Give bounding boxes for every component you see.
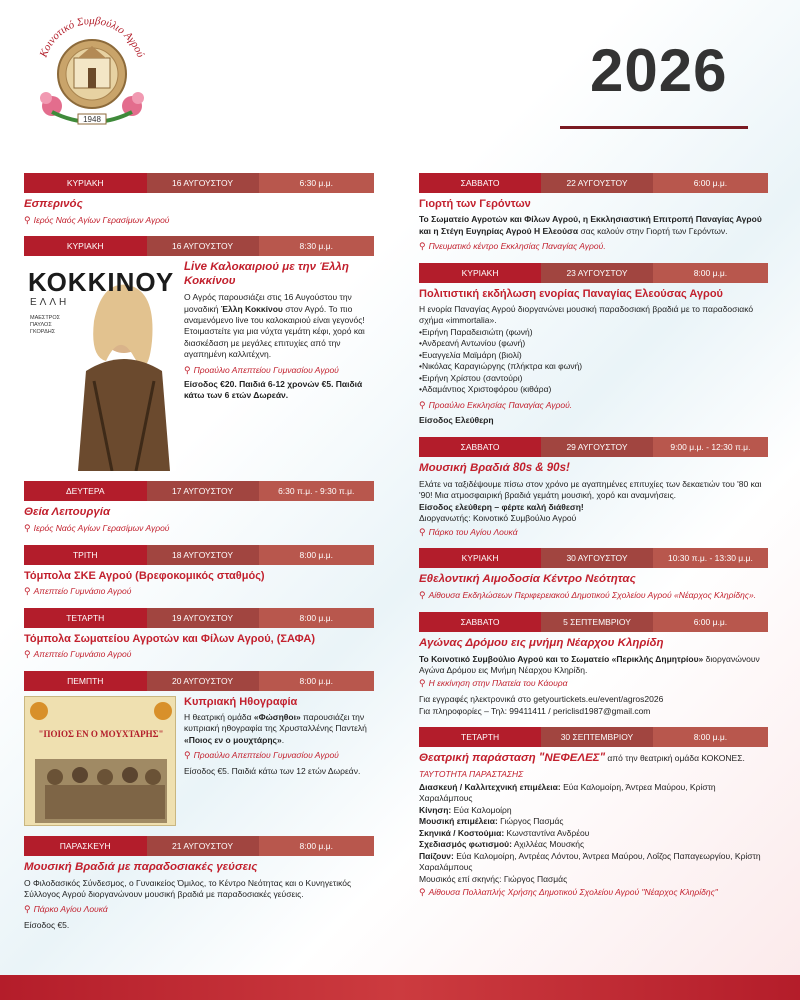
event-location: ⚲ Προαύλιο Απεπτείου Γυμνασίου Αγρού [184,364,339,375]
credit-line: Μουσική επιμέλεια: Γιώργος Πασμάς [419,816,564,827]
event-vespers [24,173,374,226]
event-description: Ελάτε να ταξιδέψουμε πίσω στον χρόνο με αγαπημένες επιτυχίες των δεκαετιών του '80 και '90! Μια ατμοσφαιρική βραδιά γεμάτη μουσική, χορό και αναμνήσεις. [419,478,762,501]
event-day: ΔΕΥΤΕΡΑ [24,481,147,501]
event-location: ⚲ Πάρκο του Αγίου Λουκά [419,526,518,537]
event-theatre-nefeles [419,727,768,899]
logo-org-name: Κοινοτικό Συμβούλιο Αγρού [37,14,147,59]
production-credits-heading: ΤΑΥΤΟΤΗΤΑ ΠΑΡΑΣΤΑΣΗΣ [419,768,524,779]
event-date: 23 ΑΥΓΟΥΣΤΟΥ [541,263,653,283]
production-credits [419,782,768,885]
performers-list [419,327,768,396]
left-column [24,173,374,942]
location-pin-icon: ⚲ [419,399,426,410]
event-title: Τόμπολα Σωματείου Αγροτών και Φίλων Αγρού, (ΣΑΦΑ) [24,632,315,645]
event-title: Αγώνας Δρόμου εις μνήμη Νέαρχου Κληρίδη [419,636,664,649]
list-item: •Ειρήνη Παραδεισιώτη (φωνή) [419,326,533,337]
event-time: 6:30 π.μ. - 9:30 π.μ. [259,481,375,501]
event-date-bar [419,727,768,747]
event-time: 8:00 μ.μ. [653,727,768,747]
contact-info[interactable]: Για πληροφορίες – Τηλ: 99411411 / periclisd1987@gmail.com [419,705,651,716]
event-immortalia [419,263,768,427]
event-date-bar [419,548,768,568]
event-description: Το Κοινοτικό Συμβούλιο Αγρού και το Σωματείο «Περικλής Δημητρίου» διοργανώνουν Αγώνα Δρόμου εις Μνήμη Νέαρχου Κληρίδη. [419,653,760,676]
event-location: ⚲ Αίθουσα Εκδηλώσεων Περιφερειακού Δημοτικού Σχολείου Αγρού «Νέαρχος Κληρίδης». [419,590,757,601]
event-date-bar [419,612,768,632]
list-item: •Αδαμάντιος Χριστοφόρου (κιθάρα) [419,384,552,395]
event-date-bar [24,481,374,501]
event-description: Η ενορία Παναγίας Αγρού διοργανώνει μουσική παραδοσιακή βραδιά με το παραδοσιακό σχήμα «immortalia». [419,304,754,326]
location-pin-icon: ⚲ [184,750,191,761]
right-column [419,173,768,909]
event-date-bar [24,608,374,628]
location-pin-icon: ⚲ [419,678,426,689]
credit-line: Παίζουν: Εύα Καλομοίρη, Αντρέας Λόντου, Άντρεα Μαύρου, Λοΐζος Παπαγεωργίου, Κρίστη Χαραλάμπους [419,850,761,873]
event-entry: Είσοδος €5. Παιδιά κάτω των 12 ετών Δωρεάν. [184,766,361,776]
event-tombola-safa [24,608,374,661]
event-location: ⚲ Η εκκίνηση στην Πλατεία του Κάουρα [419,678,568,689]
poster-name: ΕΛΛΗ [30,297,70,309]
list-item: •Ευαγγελία Μαϊμάρη (βιολί) [419,349,522,360]
event-description: Η θεατρική ομάδα «Φώσηθοι» παρουσιάζει την κυπριακή ηθογραφία της Χρυσταλλένης Παντελή «Ποιος εν ο μουχτάρης». [184,711,367,745]
credit-line: Μουσικός επί σκηνής: Γιώργος Πασμάς [419,873,568,884]
event-date: 20 ΑΥΓΟΥΣΤΟΥ [147,671,259,691]
event-date-bar [24,545,374,565]
event-day: ΤΕΤΑΡΤΗ [419,727,541,747]
event-date: 17 ΑΥΓΟΥΣΤΟΥ [147,481,259,501]
credit-line: Διασκευή / Καλλιτεχνική επιμέλεια: Εύα Καλομοίρη, Άντρεα Μαύρου, Κρίστη Χαραλάμπους [419,781,716,804]
location-pin-icon: ⚲ [419,526,426,537]
play-poster-illustration [25,697,176,826]
event-time: 8:00 μ.μ. [259,608,375,628]
event-location: ⚲ Αίθουσα Πολλαπλής Χρήσης Δημοτικού Σχολείου Αγρού "Νέαρχος Κληρίδης" [419,887,718,898]
event-day: ΣΑΒΒΑΤΟ [419,437,541,457]
event-time: 8:30 μ.μ. [259,236,375,256]
event-date: 16 ΑΥΓΟΥΣΤΟΥ [147,173,259,193]
event-time: 8:00 μ.μ. [259,671,375,691]
event-day: ΣΑΒΒΑΤΟ [419,173,541,193]
logo-year: 1948 [83,115,101,124]
event-title: Θεία Λειτουργία [24,506,111,519]
event-title: Γιορτή των Γερόντων [419,198,531,210]
year-underline [560,126,748,129]
event-date-bar [419,437,768,457]
credit-line: Κίνηση: Εύα Καλομοίρη [419,804,512,815]
event-date-bar [24,671,374,691]
event-day: ΠΕΜΠΤΗ [24,671,147,691]
event-day: ΤΕΤΑΡΤΗ [24,608,147,628]
event-title: Μουσική Βραδιά με παραδοσιακές γεύσεις [24,860,258,873]
location-pin-icon: ⚲ [419,887,426,898]
event-location: ⚲ Απεπτείο Γυμνάσιο Αγρού [24,649,132,660]
event-location: ⚲ Προαύλιο Απεπτείου Γυμνασίου Αγρού [184,750,339,761]
event-cypriot-ethography [24,671,374,826]
header [0,0,800,160]
event-day: ΚΥΡΙΑΚΗ [24,173,147,193]
event-title: Πολιτιστική εκδήλωση ενορίας Παναγίας Ελεούσας Αγρού [419,287,723,300]
event-title: Κυπριακή Ηθογραφία [184,695,298,708]
list-item: •Ανδρεανή Αντωνίου (φωνή) [419,338,526,349]
event-location: ⚲ Ιερός Ναός Αγίων Γερασίμων Αγρού [24,214,170,225]
event-date-bar [24,836,374,856]
event-time: 6:30 μ.μ. [259,173,375,193]
play-poster [24,696,176,826]
location-pin-icon: ⚲ [24,523,31,534]
event-description: Το Σωματείο Αγροτών και Φίλων Αγρού, η Εκκλησιαστική Επιτροπή Παναγίας Αγρού και η Στέγη Ευγηρίας Αγρού Η Ελεούσα σας καλούν στην Γιορτή των Γερόντων. [419,214,762,236]
event-title: Live Καλοκαιριού με την Έλλη Κοκκίνου [184,261,349,288]
event-date: 19 ΑΥΓΟΥΣΤΟΥ [147,608,259,628]
footer-bar [0,975,800,1000]
event-entry: Είσοδος ελεύθερη – φέρτε καλή διάθεση! [419,501,584,512]
event-day: ΤΡΙΤΗ [24,545,147,565]
event-divine-liturgy [24,481,374,534]
location-pin-icon: ⚲ [24,904,31,915]
event-date-bar [419,263,768,283]
event-title: Εθελοντική Αιμοδοσία Κέντρο Νεότητας [419,573,636,586]
event-time: 10:30 π.μ. - 13:30 μ.μ. [653,548,768,568]
credit-line: Σχεδιασμός φωτισμού: Αχιλλέας Μουσκής [419,839,585,850]
location-pin-icon: ⚲ [24,586,31,597]
location-pin-icon: ⚲ [24,649,31,660]
event-location: ⚲ Ιερός Ναός Αγίων Γερασίμων Αγρού [24,523,170,534]
event-title: Εσπερινός [24,198,83,210]
registration-link[interactable]: Για εγγραφές ηλεκτρονικά στο getyourtickets.eu/event/agros2026 [419,694,664,705]
event-date: 29 ΑΥΓΟΥΣΤΟΥ [541,437,653,457]
location-pin-icon: ⚲ [419,590,426,601]
event-date: 5 ΣΕΠΤΕΜΒΡΙΟΥ [541,612,653,632]
event-date-bar [24,236,374,256]
list-item: •Νικόλας Καραγιώργης (πλήκτρα και φωνή) [419,361,583,372]
location-pin-icon: ⚲ [184,364,191,375]
event-time: 8:00 μ.μ. [653,263,768,283]
event-kokkinou-live [24,236,374,471]
event-80s-90s-night [419,437,768,538]
event-entry: Είσοδος €20. Παιδιά 6-12 χρονών €5. Παιδιά κάτω των 6 ετών Δωρεάν. [184,378,363,401]
event-description: Ο Φιλοδασικός Σύνδεσμος, ο Γυναικείος Όμιλος, το Κέντρο Νεότητας και ο Κυνηγετικός Σύλλογος Αγρού διοργανώνουν μουσική βραδιά με παραδοσιακές γεύσεις. [24,877,352,899]
event-date: 22 ΑΥΓΟΥΣΤΟΥ [541,173,653,193]
event-blood-donation [419,548,768,601]
event-title: Τόμπολα ΣΚΕ Αγρού (Βρεφοκομικός σταθμός) [24,569,265,582]
event-description: Ο Αγρός παρουσιάζει στις 16 Αυγούστου την μοναδική Έλλη Κοκκίνου στον Αγρό. Το πιο αναμενόμενο live του καλοκαιριού είναι γεγονός! Ετοιμαστείτε για μια νύχτα γεμάτη κέφι, χορό και διασκέδαση με μεγάλες επιτυχίες από την αγαπημένη καλλιτέχνη. [184,292,365,360]
poster-title: ΚΟΚΚΙΝΟΥ [28,267,175,298]
location-pin-icon: ⚲ [419,241,426,252]
location-pin-icon: ⚲ [24,214,31,225]
event-day: ΚΥΡΙΑΚΗ [419,263,541,283]
list-item: •Ειρήνη Χρίστου (σαντούρι) [419,372,523,383]
event-date: 16 ΑΥΓΟΥΣΤΟΥ [147,236,259,256]
event-title: Μουσική Βραδιά 80s & 90s! [419,461,570,474]
event-location: ⚲ Πνευματικό κέντρο Εκκλησίας Παναγίας Αγρού. [419,241,606,252]
event-time: 6:00 μ.μ. [653,612,768,632]
kokkinou-poster [24,261,176,471]
event-date: 18 ΑΥΓΟΥΣΤΟΥ [147,545,259,565]
event-date: 30 ΣΕΠΤΕΜΒΡΙΟΥ [541,727,653,747]
community-council-logo [22,8,162,136]
event-memorial-race [419,612,768,717]
event-tombola-ske [24,545,374,598]
event-day: ΣΑΒΒΑΤΟ [419,612,541,632]
event-day: ΚΥΡΙΑΚΗ [24,236,147,256]
event-title: Θεατρική παράσταση "ΝΕΦΕΛΕΣ" από την θεατρική ομάδα ΚΟΚΟΝΕΣ. [419,752,745,765]
event-time: 8:00 μ.μ. [259,545,375,565]
event-entry: Είσοδος €5. [24,920,70,931]
credit-line: Σκηνικά / Κοστούμια: Κωνσταντίνα Ανδρέου [419,827,590,838]
event-entry: Είσοδος Ελεύθερη [419,415,494,426]
event-elderly-celebration [419,173,768,253]
event-time: 8:00 μ.μ. [259,836,375,856]
event-date-bar [419,173,768,193]
event-time: 6:00 μ.μ. [653,173,768,193]
poster-credits: ΜΑΕΣΤΡΟΣ ΠΑΥΛΟΣ ΓΚΟΡΔΗΣ [30,315,61,335]
event-organizer: Διοργανωτής: Κοινοτικό Συμβούλιο Αγρού [419,513,577,524]
event-day: ΚΥΡΙΑΚΗ [419,548,541,568]
page-year: 2026 [590,37,728,104]
event-location: ⚲ Απεπτείο Γυμνάσιο Αγρού [24,586,132,597]
event-location: ⚲ Προαύλιο Εκκλησίας Παναγίας Αγρού. [419,399,573,410]
event-music-night-traditional [24,836,374,932]
event-location: ⚲ Πάρκο Αγίου Λουκά [24,904,108,915]
event-date: 30 ΑΥΓΟΥΣΤΟΥ [541,548,653,568]
event-day: ΠΑΡΑΣΚΕΥΗ [24,836,147,856]
event-time: 9:00 μ.μ. - 12:30 π.μ. [653,437,768,457]
event-date: 21 ΑΥΓΟΥΣΤΟΥ [147,836,259,856]
event-date-bar [24,173,374,193]
play-poster-title: "ΠΟΙΟΣ ΕΝ Ο ΜΟΥΧΤΑΡΗΣ" [38,728,164,739]
